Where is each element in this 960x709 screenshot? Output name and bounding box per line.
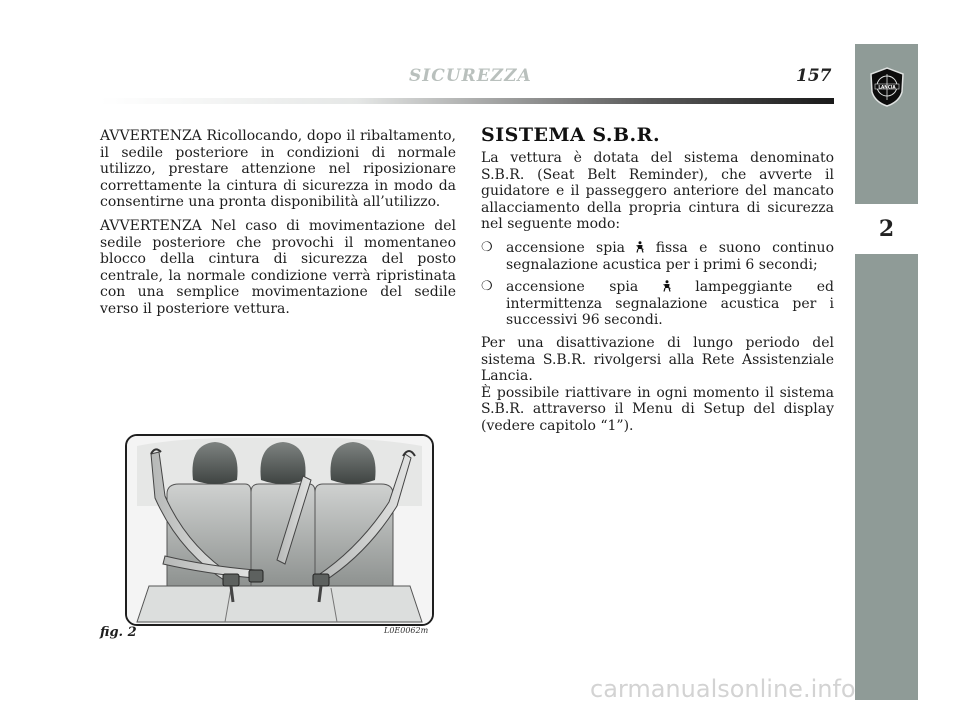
page-number: 157 bbox=[796, 66, 832, 86]
seatbelt-warning-icon bbox=[636, 241, 644, 253]
sbr-outro-2: È possibile riattivare in ogni momento il sistema S.B.R. attraverso il Menu di Setup del display (vedere capitolo “1”). bbox=[481, 384, 834, 434]
header-section-title: SICUREZZA bbox=[409, 66, 532, 86]
chapter-sidebar bbox=[855, 44, 918, 700]
left-column bbox=[100, 128, 456, 325]
header-divider bbox=[100, 98, 834, 104]
svg-text:LANCIA: LANCIA bbox=[878, 84, 896, 90]
figure-caption: fig. 2 bbox=[100, 625, 137, 640]
right-column bbox=[481, 150, 834, 442]
section-heading: SISTEMA S.B.R. bbox=[481, 124, 661, 146]
warning-paragraph-1: AVVERTENZA Ricollocando, dopo il ribaltamento, il sedile posteriore in condizioni di normale utilizzo, prestare attenzione nel riposizionare correttamente la cintura di sicurezza in modo da consentirne una pronta disponibilità all’utilizzo. bbox=[100, 128, 456, 211]
rear-seat-belt-figure bbox=[125, 434, 434, 626]
rear-seats-illustration bbox=[127, 436, 432, 624]
list-item: ❍ accensione spia fissa e suono continuo segnalazione acustica per i primi 6 secondi; bbox=[481, 239, 834, 273]
sbr-intro: La vettura è dotata del sistema denominato S.B.R. (Seat Belt Reminder), che avverte il guidatore e il passeggero anteriore del mancato allacciamento della propria cintura di sicurezza nel seguente modo: bbox=[481, 150, 834, 233]
chapter-number: 2 bbox=[855, 204, 918, 254]
seatbelt-warning-icon bbox=[663, 280, 671, 292]
figure-code: L0E0062m bbox=[384, 626, 429, 635]
lancia-logo-icon bbox=[866, 66, 908, 108]
bullet-circle-icon: ❍ bbox=[481, 239, 493, 255]
sbr-outro-1: Per una disattivazione di lungo periodo del sistema S.B.R. rivolgersi alla Rete Assistenziale Lancia. bbox=[481, 334, 834, 385]
list-item: ❍ accensione spia lampeggiante ed intermittenza segnalazione acustica per i successivi 96 secondi. bbox=[481, 279, 835, 329]
watermark: carmanualsonline.info bbox=[590, 675, 856, 703]
bullet-circle-icon: ❍ bbox=[481, 279, 493, 295]
warning-paragraph-2: AVVERTENZA Nel caso di movimentazione del sedile posteriore che provochi il momentaneo blocco della cintura di sicurezza del posto centrale, la normale condizione verrà ripristinata con una semplice movimentazione del sedile verso il posteriore vettura. bbox=[100, 217, 456, 317]
